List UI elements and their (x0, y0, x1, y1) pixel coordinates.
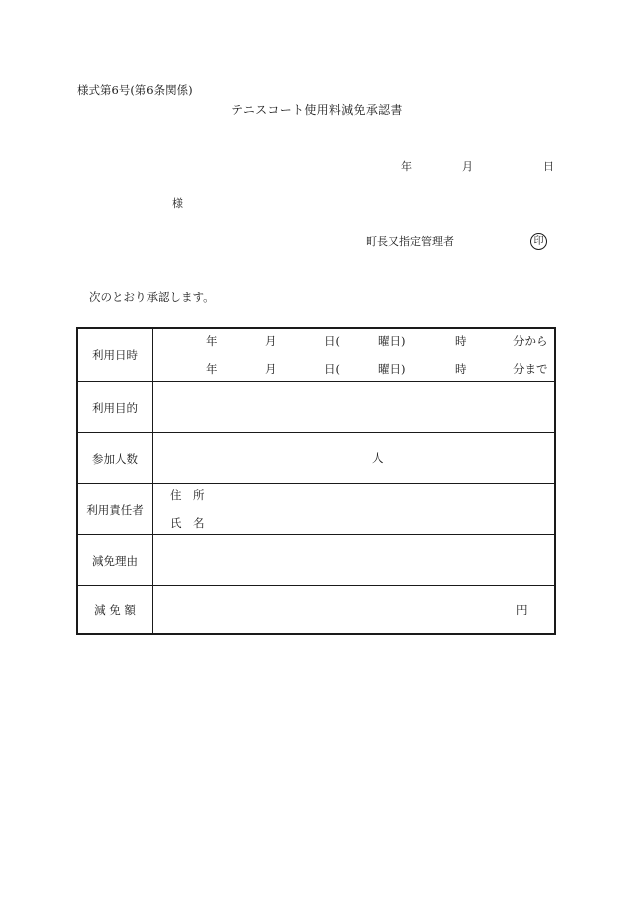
row-amount (78, 585, 554, 634)
end-weekday: 曜日) (378, 362, 406, 376)
label-responsible: 利用責任者 (78, 484, 153, 535)
start-day: 日( (324, 334, 340, 348)
start-month: 月 (265, 334, 277, 348)
label-amount: 減 免 額 (78, 586, 153, 634)
end-year: 年 (206, 362, 218, 376)
label-purpose: 利用目的 (78, 382, 153, 433)
addressee-honorific: 様 (172, 197, 183, 210)
row-usage-datetime (78, 329, 554, 381)
row-participants (78, 432, 554, 484)
intro-text: 次のとおり承認します。 (89, 290, 215, 304)
start-hour: 時 (455, 334, 467, 348)
date-year-label: 年 (401, 160, 412, 173)
label-participants: 参加人数 (78, 433, 153, 484)
row-purpose (78, 381, 554, 433)
start-year: 年 (206, 334, 218, 348)
label-reason: 減免理由 (78, 535, 153, 586)
participants-unit: 人 (372, 451, 384, 465)
label-usage-datetime: 利用日時 (78, 329, 153, 381)
issuer-name: 町長又指定管理者 (366, 235, 454, 248)
amount-unit: 円 (516, 603, 528, 617)
date-month-label: 月 (462, 160, 473, 173)
row-responsible (78, 483, 554, 535)
start-minute: 分から (513, 334, 548, 348)
start-weekday: 曜日) (378, 334, 406, 348)
end-day: 日( (324, 362, 340, 376)
seal-mark-icon: 印 (530, 233, 547, 250)
row-reason (78, 534, 554, 586)
end-month: 月 (265, 362, 277, 376)
date-day-label: 日 (543, 160, 554, 173)
approval-form-table (76, 327, 556, 635)
name-label: 氏 名 (170, 516, 205, 530)
end-minute: 分まで (513, 362, 548, 376)
address-label: 住 所 (170, 488, 205, 502)
document-title: テニスコート使用料減免承認書 (231, 103, 403, 117)
form-number: 様式第6号(第6条関係) (77, 83, 193, 97)
end-hour: 時 (455, 362, 467, 376)
